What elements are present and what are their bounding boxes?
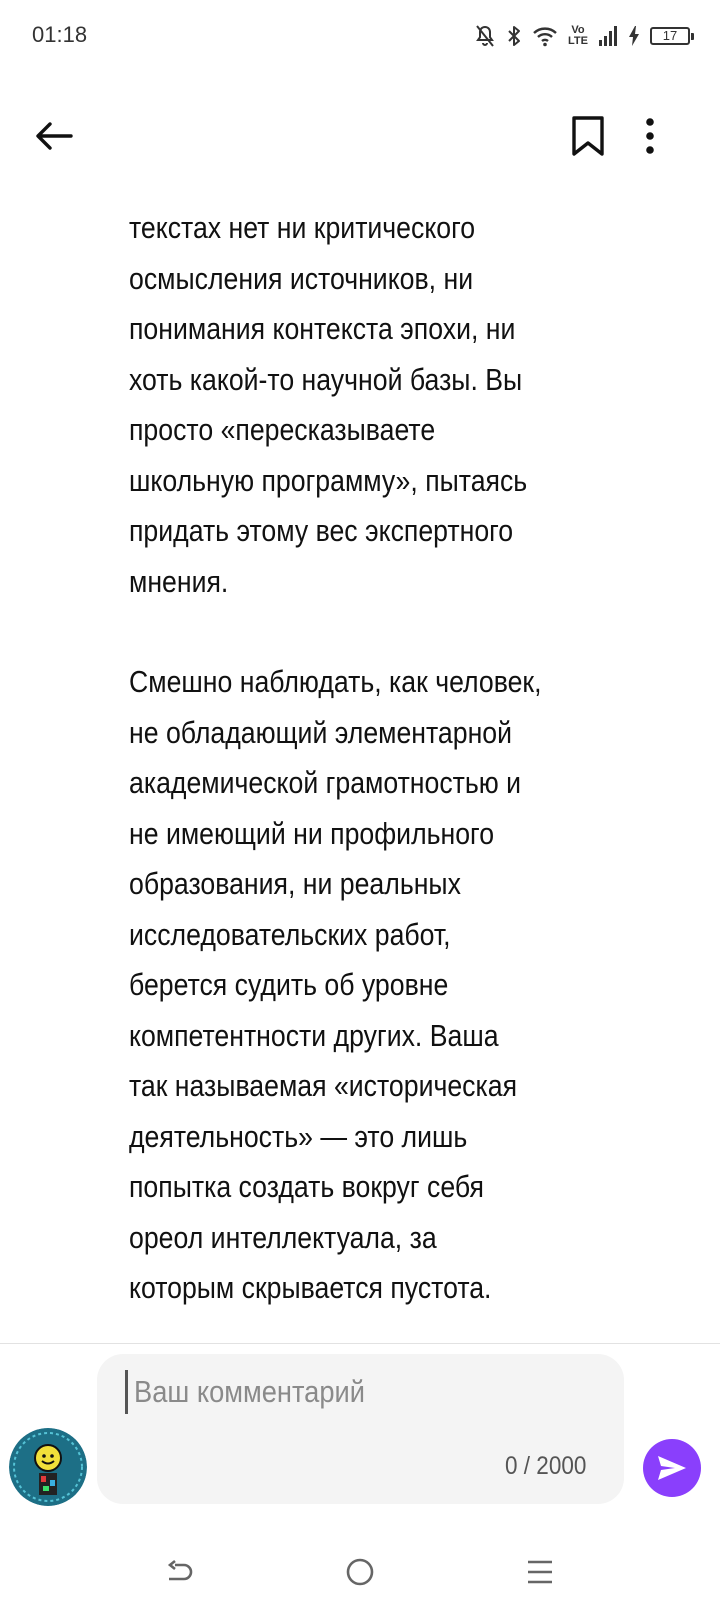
text-line: осмысления источников, ни [129, 260, 474, 296]
volte-label-top: Vo [571, 24, 585, 36]
more-options-button[interactable] [630, 110, 670, 162]
bookmark-icon [571, 115, 605, 157]
text-line: которым скрывается пустота. [129, 1270, 492, 1305]
system-nav-bar [0, 1540, 720, 1612]
comment-input[interactable] [97, 1354, 624, 1504]
charging-icon [628, 25, 640, 47]
user-avatar[interactable] [9, 1428, 87, 1506]
text-line: понимания контекста эпохи, ни [129, 311, 516, 346]
text-line: попытка создать вокруг себя [129, 1169, 484, 1204]
recents-nav-icon [525, 1558, 555, 1586]
send-icon [656, 1454, 688, 1482]
text-line: так называемая «историческая [129, 1068, 518, 1103]
text-line: образования, ни реальных [129, 866, 461, 901]
nav-back-button[interactable] [150, 1552, 210, 1592]
volte-icon [568, 25, 588, 47]
back-arrow-icon [35, 121, 73, 151]
battery-level: 17 [662, 28, 678, 43]
text-line: просто «пересказываете [129, 412, 436, 447]
text-line: исследовательских работ, [129, 916, 451, 952]
text-line: хоть какой-то научной базы. Вы [129, 361, 523, 397]
text-line: не имеющий ни профильного [129, 815, 495, 851]
home-nav-icon [345, 1557, 375, 1587]
mute-icon [474, 24, 496, 48]
text-line: Смешно наблюдать, как человек, [129, 664, 542, 699]
text-line: школьную программу», пытаясь [129, 462, 528, 498]
bookmark-button[interactable] [566, 110, 610, 162]
text-cursor [125, 1370, 128, 1414]
text-line: ореол интеллектуала, за [129, 1219, 437, 1255]
status-bar [0, 0, 720, 72]
battery-icon [650, 27, 690, 45]
bluetooth-icon [506, 24, 522, 48]
send-button[interactable] [643, 1439, 701, 1497]
wifi-icon [532, 25, 558, 47]
nav-home-button[interactable] [330, 1552, 390, 1592]
top-app-bar [0, 100, 720, 172]
nav-recents-button[interactable] [510, 1552, 570, 1592]
text-line: компетентности других. Ваша [129, 1017, 499, 1053]
status-icons [474, 22, 690, 50]
more-vert-icon [645, 117, 655, 155]
text-line: не обладающий элементарной [129, 714, 513, 750]
comment-placeholder: Ваш комментарий [134, 1374, 366, 1409]
volte-label-bottom: LTE [568, 35, 588, 47]
text-line: придать этому вес экспертного [129, 513, 514, 548]
status-time: 01:18 [32, 22, 88, 47]
text-line: текстах нет ни критического [129, 210, 476, 245]
text-line: деятельность» — это лишь [129, 1118, 468, 1154]
text-line: берется судить об уровне [129, 967, 449, 1002]
back-nav-icon [166, 1558, 194, 1586]
text-line: академической грамотностью и [129, 765, 522, 800]
article-body [129, 203, 689, 1314]
article-paragraph [129, 657, 688, 1314]
back-button[interactable] [30, 114, 78, 158]
article-paragraph [129, 203, 688, 607]
character-counter: 0 / 2000 [504, 1452, 586, 1480]
composer-divider [0, 1343, 720, 1344]
text-line: мнения. [129, 563, 229, 599]
signal-icon [598, 25, 618, 47]
